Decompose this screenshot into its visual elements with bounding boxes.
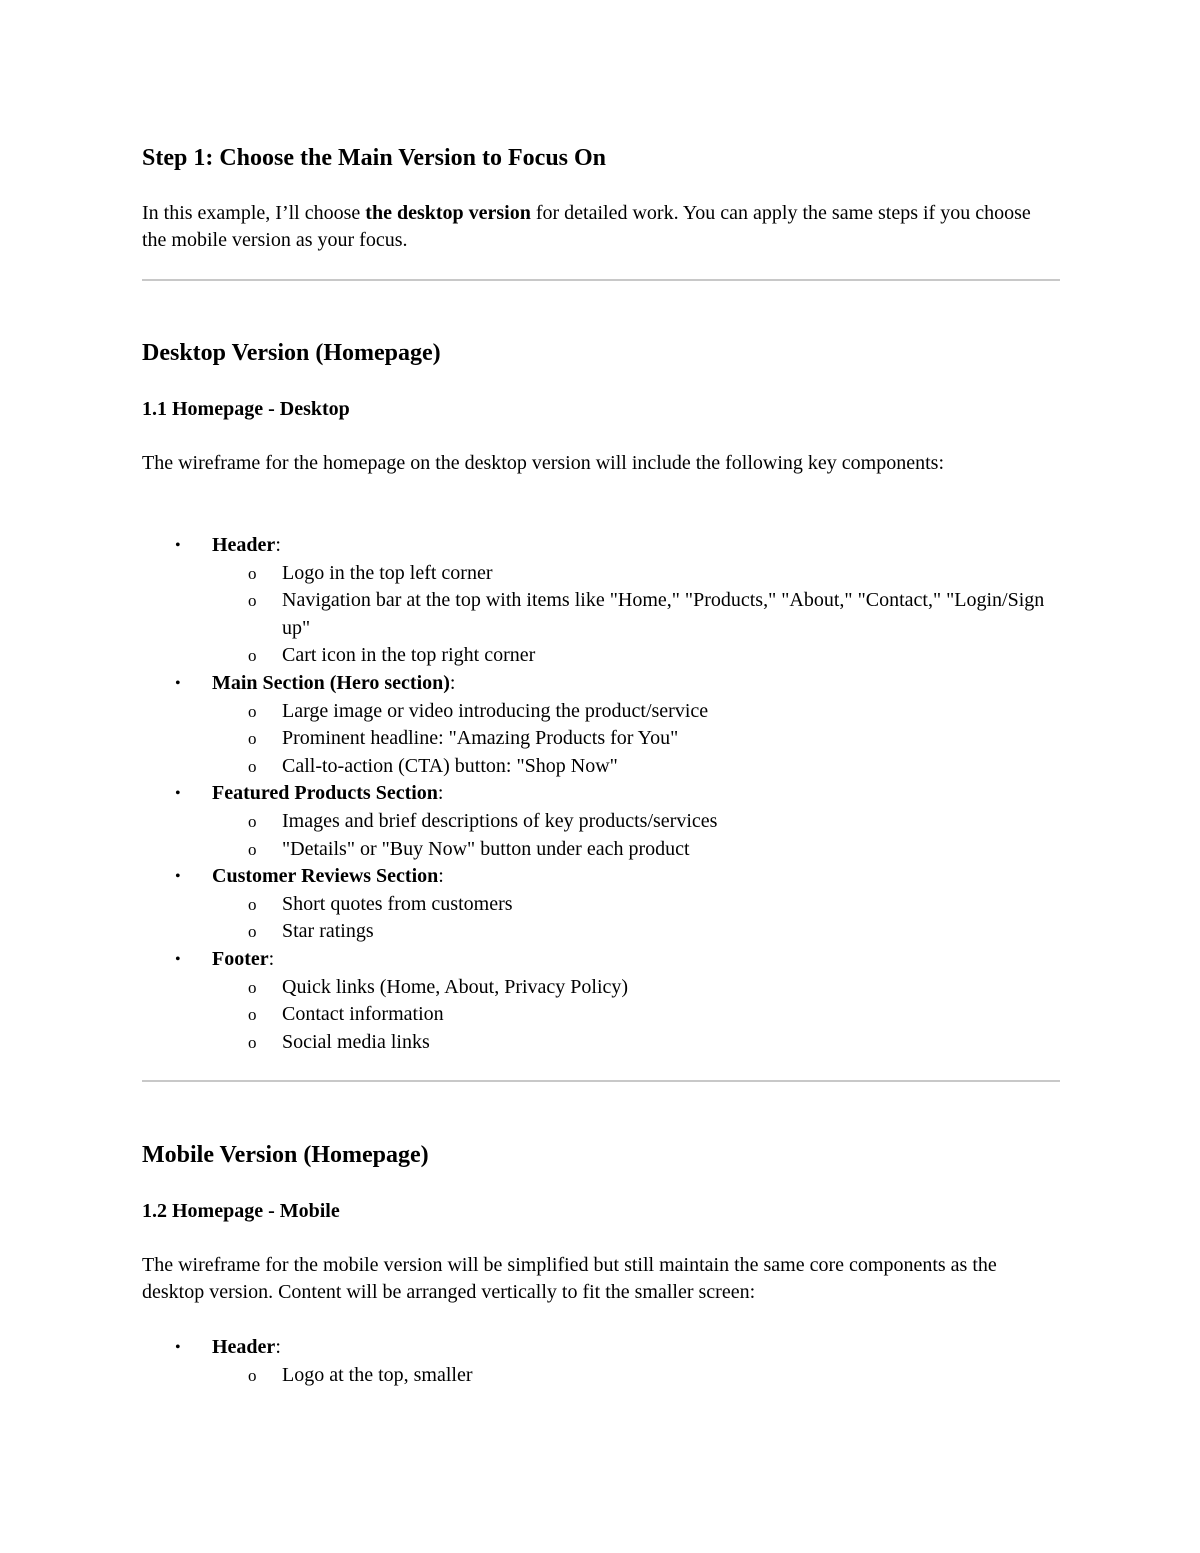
- list-item: [142, 780, 1060, 863]
- sub-list-item-text: Call-to-action (CTA) button: "Shop Now": [282, 754, 618, 777]
- sub-list: [212, 698, 1060, 781]
- section-divider: [142, 1080, 1060, 1082]
- list-item-suffix: :: [275, 1336, 281, 1358]
- circle-bullet-icon: o: [248, 701, 257, 721]
- sub-list-item: [212, 891, 1060, 919]
- sub-list-item: [212, 642, 1060, 670]
- desktop-heading: Desktop Version (Homepage): [142, 340, 441, 366]
- bullet-icon: •: [175, 537, 181, 554]
- sub-list-item-text: Prominent headline: "Amazing Products for You": [282, 727, 679, 750]
- list-item: [142, 1334, 1060, 1389]
- sub-list-item: [212, 1001, 1060, 1029]
- list-item-label: Header: [212, 534, 276, 556]
- step-intro-post: for detailed work. You can apply the same steps if you choose the mobile version as your focus.: [142, 202, 1031, 251]
- step-intro-pre: In this example, I’ll choose: [142, 202, 366, 224]
- section-divider: [142, 279, 1060, 281]
- sub-list-item-text: Star ratings: [282, 920, 374, 943]
- sub-list: [212, 974, 1060, 1057]
- sub-list-item-text: Navigation bar at the top with items like "Home," "Products," "About," "Contact," "Login/Sign up": [282, 589, 1045, 639]
- circle-bullet-icon: o: [248, 563, 257, 583]
- mobile-intro-paragraph: The wireframe for the mobile version will be simplified but still maintain the same core components as the desktop version. Content will be arranged vertically to fit the smaller screen:: [142, 1254, 997, 1303]
- list-item-label: Customer Reviews Section: [212, 865, 439, 888]
- step-intro-bold: the desktop version: [365, 202, 531, 224]
- bullet-icon: •: [175, 674, 181, 692]
- sub-list-item: [212, 808, 1060, 836]
- sub-list: [212, 808, 1060, 863]
- desktop-components-list: [142, 532, 1060, 1056]
- list-item-suffix: :: [449, 671, 456, 694]
- list-item-label: Header: [212, 1336, 276, 1358]
- circle-bullet-icon: o: [248, 894, 257, 914]
- sub-list-item: [212, 918, 1060, 946]
- mobile-components-list: [142, 1334, 1060, 1389]
- sub-list-item: [212, 587, 1060, 642]
- sub-list-item-text: Images and brief descriptions of key products/services: [282, 809, 718, 832]
- sub-list-item: [212, 698, 1060, 726]
- sub-list-item-text: Contact information: [282, 1003, 444, 1026]
- list-item-suffix: :: [438, 865, 444, 888]
- sub-list-item: [212, 974, 1060, 1002]
- sub-list-item: [212, 1362, 1060, 1390]
- circle-bullet-icon: o: [248, 1365, 257, 1385]
- circle-bullet-icon: o: [248, 729, 257, 749]
- circle-bullet-icon: o: [248, 922, 257, 942]
- sub-list-item-text: Large image or video introducing the product/service: [282, 699, 709, 722]
- sub-list-item-text: Quick links (Home, About, Privacy Policy): [282, 975, 629, 998]
- sub-list-item: [212, 1029, 1060, 1057]
- bullet-icon: •: [175, 1339, 181, 1356]
- circle-bullet-icon: o: [248, 1005, 257, 1025]
- sub-list-item-text: Logo at the top, smaller: [282, 1363, 473, 1386]
- list-item: [142, 946, 1060, 1056]
- circle-bullet-icon: o: [248, 591, 257, 611]
- sub-list-item-text: "Details" or "Buy Now" button under each product: [282, 837, 690, 860]
- circle-bullet-icon: o: [248, 839, 257, 859]
- sub-list: [212, 891, 1060, 946]
- step-heading: Step 1: Choose the Main Version to Focus On: [142, 145, 607, 171]
- desktop-intro-paragraph: The wireframe for the homepage on the desktop version will include the following key components:: [142, 452, 945, 474]
- list-item: [142, 863, 1060, 946]
- list-item-label: Footer: [212, 947, 269, 970]
- list-item: [142, 670, 1060, 780]
- mobile-subheading: 1.2 Homepage - Mobile: [142, 1200, 340, 1222]
- desktop-subheading: 1.1 Homepage - Desktop: [142, 398, 350, 420]
- list-item-label: Main Section (Hero section): [212, 671, 450, 694]
- list-item-suffix: :: [437, 782, 444, 805]
- circle-bullet-icon: o: [248, 1032, 257, 1052]
- mobile-heading: Mobile Version (Homepage): [142, 1142, 429, 1168]
- sub-list-item: [212, 753, 1060, 781]
- step-intro-paragraph: [142, 200, 1060, 254]
- list-item-label: Featured Products Section: [212, 782, 438, 805]
- sub-list: [212, 560, 1060, 670]
- sub-list-item-text: Cart icon in the top right corner: [282, 644, 536, 667]
- list-item-suffix: :: [275, 534, 281, 556]
- sub-list-item-text: Social media links: [282, 1030, 430, 1053]
- sub-list-item: [212, 836, 1060, 864]
- sub-list: [212, 1362, 1060, 1390]
- bullet-icon: •: [175, 950, 181, 968]
- bullet-icon: •: [175, 785, 181, 803]
- sub-list-item-text: Logo in the top left corner: [282, 561, 493, 584]
- bullet-icon: •: [175, 868, 181, 886]
- sub-list-item: [212, 725, 1060, 753]
- sub-list-item-text: Short quotes from customers: [282, 892, 513, 915]
- list-item-suffix: :: [268, 947, 275, 970]
- sub-list-item: [212, 560, 1060, 588]
- circle-bullet-icon: o: [248, 811, 257, 831]
- circle-bullet-icon: o: [248, 756, 257, 776]
- circle-bullet-icon: o: [248, 646, 257, 666]
- circle-bullet-icon: o: [248, 977, 257, 997]
- list-item: [142, 532, 1060, 670]
